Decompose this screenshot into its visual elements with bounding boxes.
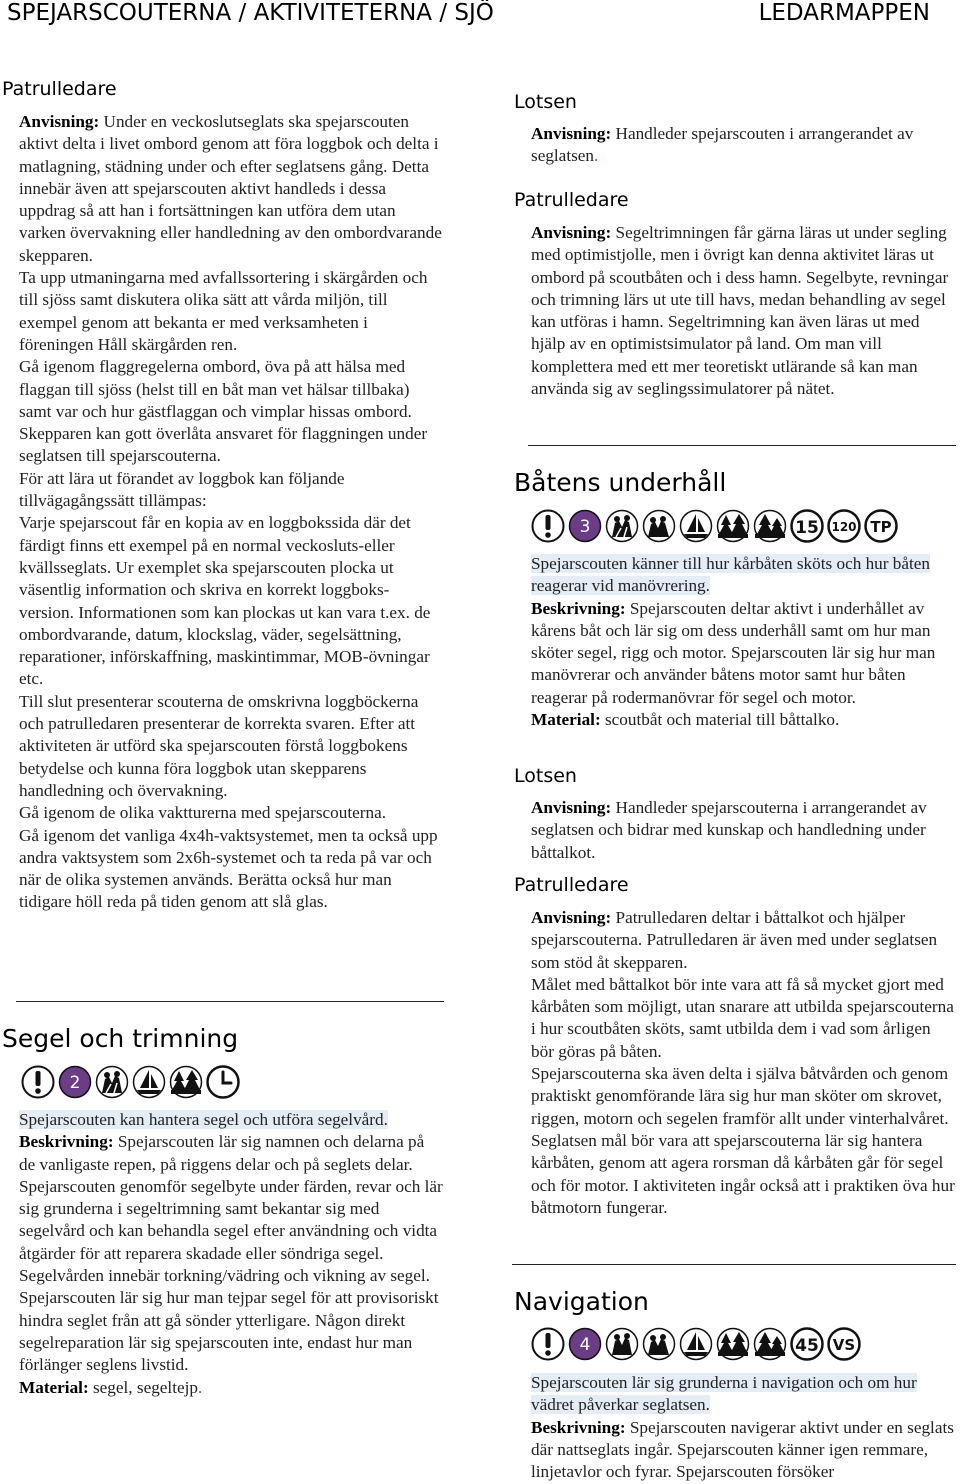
svg-text:VS: VS [832,1336,856,1354]
forest-icon [753,1327,787,1361]
underhall-content: Spejarscouten känner till hur kårbåten sköts och hur båten reagerar vid manövrering. Beskrivning: Spejarscouten deltar aktivt i underhållet av kårens båt och lär sig om dess underhåll samt om hur man sköter segel, rigg och motor. Spejarscouten lär sig hur man manövrerar och använder båtens motor samt hur båten reagerar på rodermanövrar för segel och motor. Material: scoutbåt och material till båttalko. [531,554,936,730]
label-material: Material: [19,1377,89,1397]
forest-icon [716,509,750,543]
patrulledare-instructions: Anvisning: Under en veckoslutseglats ska spejarscouten aktivt delta i livet ombord genom att föra loggbok och delta i matlagning, städning under och efter seglatsens gång. Detta innebär även att spejarscouten aktivt handleds i dessa uppdrag så att han i fortsättningen kan utföra dem utan varken övervakning eller handledning av den ombordvarande skepparen. Ta upp utmaningarna med avfallssortering i skärgården och till sjöss samt diskutera olika sätt att vårda miljön, till exempel genom att bekanta er med verksamheten i föreningen Håll skärgården ren. Gå igenom flaggregelerna ombord, öva på att hälsa med flaggan till sjöss (helst till en båt man vet hälsar tillbaka) samt var och hur gästflaggan och vimplar hissas ombord. Skepparen kan gott överlåta ansvaret för flaggningen under seglatsen till spejarscouterna. För att lära ut förandet av loggbok kan följande tillvägagångssätt tillämpas: Varje spejarscout får en kopia av en loggbokssida där det färdigt finns ett exempel på en normal veckosluts-eller kvällsseglats. Ur exemplet ska spejarscouten plocka ut väsentlig information och skriva en korrekt loggboks-version. Informationen som kan plockas ut kan vara t.ex. de ombordvarande, datum, klockslag, väder, segelsättning, reparationer, införskaffning, maskintimmar, MOB-övningar etc. Till slut presenterar scouterna de omskrivna loggböckerna och patrulledaren presenterar de korrekta svaren. Efter att aktiviteten är utförd ska spejarscouten förstå loggbokens betydelse och kunna föra loggbok utan skepparens handledning och övervakning. Gå igenom de olika vaktturerna med spejarscouterna. Gå igenom det vanliga 4x4h-vaktsystemet, men ta också upp andra vaktsystem som 2x6h-systemet och ta reda på var och när de olika systemen används. Berätta också hur man tidigare höll reda på tiden genom att slå glas. [19,112,442,912]
svg-text:TP: TP [870,518,892,536]
forest-icon [169,1065,203,1099]
svg-text:4: 4 [579,1335,591,1355]
goal-text: Spejarscouten känner till hur kårbåten sköts och hur båten reagerar vid manövrering. [531,554,931,596]
section-title-underhall: Båtens underhåll [514,468,727,497]
lotsen-instructions: Anvisning: Handleder spejarscouterna i arrangerandet av seglatsen och bidrar med kunskap och handledning under båttalkot. [531,798,927,862]
exclamation-icon [531,1327,565,1361]
breadcrumb: SPEJARSCOUTERNA / AKTIVITETERNA / SJÖ [7,0,494,26]
svg-text:15: 15 [795,518,819,538]
exclamation-icon [21,1065,55,1099]
label-beskrivning: Beskrivning: [531,1417,626,1437]
clock-icon [206,1065,240,1099]
label-beskrivning: Beskrivning: [531,598,626,618]
time-badge-icon [790,1327,824,1361]
number-badge-icon [58,1065,92,1099]
lotsen-instructions: Anvisning: Handleder spejarscouten i arrangerandet av seglatsen. [531,124,914,166]
header-title: LEDARMAPPEN [758,0,930,26]
section-heading-patrulledare: Patrulledare [514,874,629,896]
section-divider [16,1001,444,1002]
time-badge-icon [827,509,861,543]
section-title-navigation: Navigation [514,1287,649,1316]
section-heading-lotsen: Lotsen [514,765,577,787]
goal-text: Spejarscouten lär sig grunderna i navigation och om hur vädret påverkar seglatsen. [531,1373,917,1415]
sailboat-icon [679,509,713,543]
goal-text: Spejarscouten kan hantera segel och utföra segelvård. [19,1110,388,1129]
exclamation-icon [531,509,565,543]
navigation-icon-row [531,1327,864,1361]
number-badge-icon [568,1327,602,1361]
svg-text:2: 2 [69,1073,81,1093]
label-material: Material: [531,710,601,730]
svg-text:3: 3 [579,517,591,537]
sailboat-icon [132,1065,166,1099]
patrulledare-instructions: Anvisning: Segeltrimningen får gärna läras ut under segling med optimistjolle, men i övrigt kan denna aktivitet läras ut ombord på scoutbåten och i dess hamn. Segelbyte, revningar och trimning lärs ut ute till havs, medan behandling av segel kan utföras i hamn. Segeltrimning kan även läras ut med hjälp av en optimistsimulator på land. Om man vill komplettera med ett mer teoretiskt utlärande så kan man använda sig av seglingssimulatorer på nätet. [531,223,949,399]
section-heading-patrulledare: Patrulledare [2,78,117,100]
svg-text:45: 45 [795,1336,819,1356]
forest-icon [753,509,787,543]
navigation-content: Spejarscouten lär sig grunderna i navigation och om hur vädret påverkar seglatsen. Beskrivning: Spejarscouten navigerar aktivt under en seglats där nattseglats ingår. Spejarscouten känner igen remmare, linjetavlor och fyrar. Spejarscouten försöker [531,1373,954,1482]
segel-content: Spejarscouten kan hantera segel och utföra segelvård. Beskrivning: Spejarscouten lär sig namnen och delarna på de vanligaste repen, på riggens delar och på seglets delar. Spejarscouten genomför segelbyte under färden, revar och lär sig grunderna i segeltrimning samt bekantar sig med segelvård och kan behandla segel efter användning och vidta åtgärder för att reparera skadade eller söndriga segel. Segelvården innebär torkning/vädring och vikning av segel. Spejarscouten lär sig hur man tejpar segel för att provisoriskt hindra seglet från att gå sönder ytterligare. Någon direkt segelreparation lär sig spejarscouten inte, endast hur man förlänger seglens livstid. Material: segel, segeltejp. [19,1110,443,1397]
segel-icon-row [21,1065,243,1099]
vs-badge-icon [827,1327,861,1361]
underhall-icon-row [531,509,901,543]
patrulledare-instructions: Anvisning: Patrulledaren deltar i båttalkot och hjälper spejarscouterna. Patrulledaren är även med under seglatsen som stöd åt skepparen. Målet med båttalkot bör inte vara att få så mycket gjort med kårbåten som möjligt, utan snarare att utbilda spejarscouterna i hur scoutbåten sköts, samt utbilda dem i vad som årligen bör göras på båten. Spejarscouterna ska även delta i själva båtvården och genom praktiskt genomförande lära sig hur man sköter om skrovet, riggen, motorn och segelen framför allt under vinterhalvåret. Seglatsen mål bör vara att spejarscouterna lär sig hantera kårbåten, genom att agera rorsman då kårbåten går för segel och för motor. I aktiviteten ingår också att i praktiken öva hur båtmotorn fungerar. [531,908,955,1217]
section-heading-patrulledare: Patrulledare [514,189,629,211]
label-anvisning: Anvisning: [19,112,100,131]
group-icon [605,509,639,543]
section-divider [528,445,956,446]
forest-icon [716,1327,750,1361]
label-beskrivning: Beskrivning: [19,1132,114,1152]
group-icon [95,1065,129,1099]
number-badge-icon [568,509,602,543]
group-icon [642,509,676,543]
svg-text:120: 120 [831,520,857,534]
time-badge-icon [790,509,824,543]
group-icon [605,1327,639,1361]
section-divider [512,1264,956,1265]
section-heading-lotsen: Lotsen [514,91,577,113]
sailboat-icon [679,1327,713,1361]
tp-badge-icon [864,509,898,543]
section-title-segel: Segel och trimning [2,1024,239,1053]
group-icon [642,1327,676,1361]
